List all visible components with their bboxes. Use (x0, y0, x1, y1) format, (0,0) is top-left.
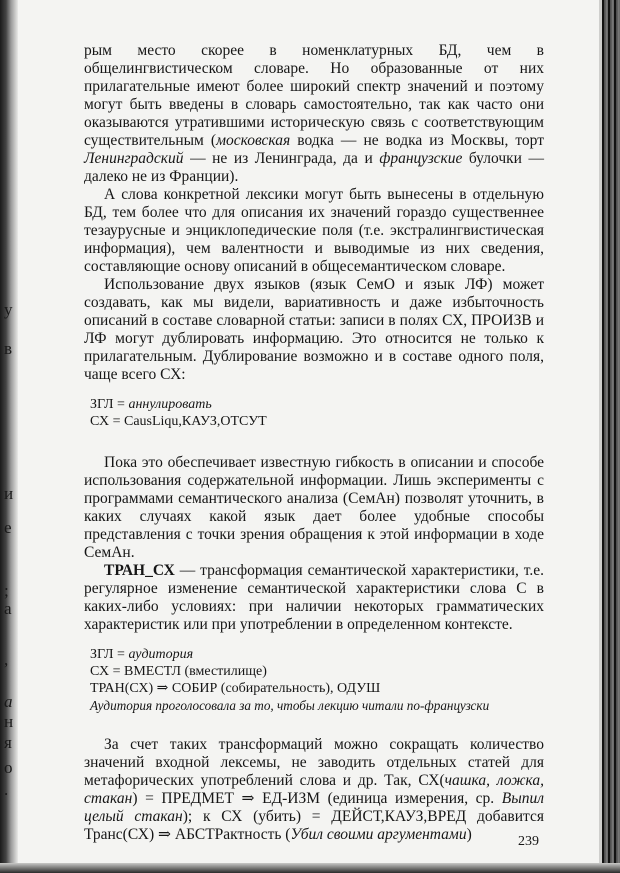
paragraph-6 (84, 736, 544, 844)
margin-glyph: у (4, 300, 13, 319)
paragraph-4: Пока это обеспечивает известную гибкость в описании и способе использования содержательной информации. Лишь эксперименты с программами семантического анализа (СемАн) позволят уточнить, в каких случаях какой язык дает более удобные способы представления с точки зрения обращения к этой информации в ходе СемАн. (84, 454, 544, 561)
italic-example: Выпил целый стакан (84, 790, 544, 825)
paragraph-2: А слова конкретной лексики могут быть вынесены в отдельную БД, тем более что для описания их значений гораздо существеннее тезаурусные и энциклопедические поля (т.е. экстралингвистическая информация), чем валентности и выводимые из них сведения, составляющие основу описаний в общесемантическом словаре. (84, 186, 544, 275)
text-run: ) = ПРЕДМЕТ ⇒ ЕД-ИЗМ (единица измерения, ср. (132, 790, 502, 807)
example-sentence: Аудитория проголосовала за то, чтобы лекцию читали по-французски (90, 698, 490, 713)
paragraph-3: Использование двух языков (язык СемО и язык ЛФ) может создавать, как мы видели, вариативность и даже избыточность описаний в составе словарной статьи: записи в полях СХ, ПРОИЗВ и ЛФ могут дублировать информацию. Это относится не только к прилагательным. Дублирование возможно и в составе одного поля, чаще всего СХ: (84, 276, 544, 383)
italic-example: московская (216, 132, 291, 149)
italic-example: чашка, ложка, стакан (84, 772, 544, 807)
margin-glyph: ; (4, 581, 9, 600)
margin-glyph: е (4, 518, 12, 537)
example-line (90, 396, 544, 413)
text-run: — не из Ленинграда, да и (183, 150, 380, 167)
italic-example: Ленинградский (84, 150, 184, 167)
text-run: ); к СХ (убить) = ДЕЙСТ,КАУЗ,ВРЕД добавится Транс(СХ) ⇒ АБСТРактность ( (84, 808, 544, 843)
example-label: ЗГЛ = (90, 647, 129, 662)
text-run: — трансформация семантической характеристики, т.е. регулярное изменение семантической характеристики слова С в каких-либо условиях: при наличии некоторых грамматических характеристик или при употреблении в определенном контексте. (84, 562, 544, 633)
margin-glyph: , (4, 650, 9, 669)
margin-glyph: . (4, 780, 9, 799)
text-run: рым место скорее в номенклатурных БД, чем в общелингвистическом словаре. Но образованные от них прилагательные имеют более широкий спектр значений и поэтому могут быть введены в словарь самостоятельно, так как часто они оказываются утратившими историческую связь с соответствующим существительным ( (84, 42, 544, 149)
example-word: аудитория (128, 647, 194, 662)
margin-glyph: а (4, 599, 12, 618)
text-run: булочки — далеко не из Франции). (84, 150, 545, 185)
example-label: ЗГЛ = (90, 397, 129, 412)
margin-glyph: в (4, 339, 13, 358)
margin-glyph: о (4, 758, 13, 777)
text-run: водка — не водка из Москвы, торт (290, 132, 544, 149)
example-annul (84, 396, 544, 430)
margin-glyph: а (4, 692, 13, 711)
scan-bottom-edge (0, 863, 620, 873)
text-run: За счет таких трансформаций можно сокращать количество значений входной лексемы, не заводить отдельных статей для метафорических употреблений слова и др. Так, СХ( (84, 736, 544, 789)
page-number: 239 (518, 834, 539, 849)
paragraph-1 (84, 42, 544, 186)
term-heading: ТРАН_СХ (104, 562, 175, 579)
example-line: СХ = ВМЕСТЛ (вместилище) (90, 664, 267, 679)
example-line: ТРАН(СХ) ⇒ СОБИР (собирательность), ОДУШ (90, 681, 381, 696)
example-line (90, 646, 544, 663)
paragraph-5 (84, 562, 544, 634)
italic-example: Убил своими аргументами (290, 826, 467, 843)
text-run: ) (466, 826, 472, 843)
example-auditoria (84, 646, 544, 714)
scan-right-edge (602, 0, 620, 873)
margin-glyph: и (4, 484, 14, 503)
book-page (84, 42, 544, 844)
italic-example: французские (379, 150, 463, 167)
margin-glyph: н (4, 712, 14, 731)
example-word: аннулировать (128, 397, 212, 412)
margin-glyph: я (4, 733, 12, 752)
example-line: СХ = CausLiqu,КАУЗ,ОТСУТ (90, 414, 267, 429)
